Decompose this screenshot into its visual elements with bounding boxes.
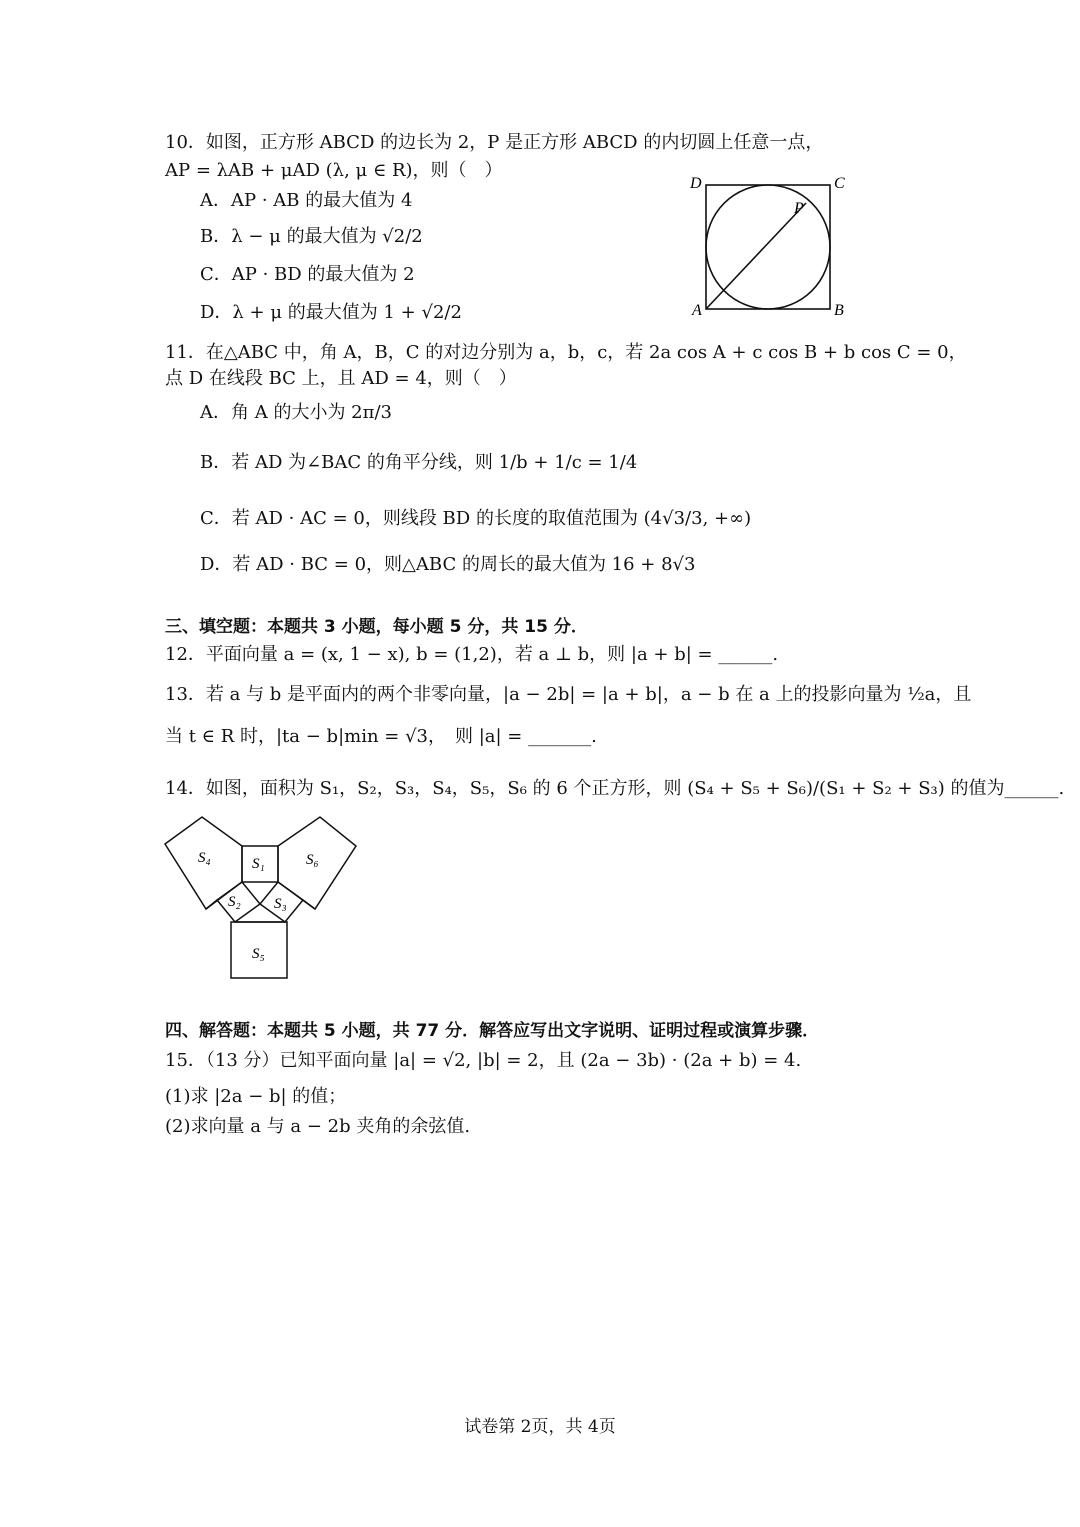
q13-line2: 当 t ∈ R 时，|ta − b|min = √3， 则 |a| = _______. xyxy=(165,726,597,747)
q11-stem: 11．在△ABC 中，角 A，B，C 的对边分别为 a，b，c，若 2a cos A + c cos B + b cos C = 0， xyxy=(165,342,967,363)
label-d: D xyxy=(690,175,702,192)
section3-title: 三、填空题：本题共 3 小题，每小题 5 分，共 15 分． xyxy=(165,617,588,637)
q10-stem-line2: AP = λAB + μAD (λ, μ ∈ R)，则（ ） xyxy=(165,160,503,181)
page-footer: 试卷第 2页，共 4页 xyxy=(464,1417,616,1437)
connector-right xyxy=(303,900,315,909)
label-s5: S₅ xyxy=(252,946,265,962)
q15-part1: (1)求 |2a − b| 的值； xyxy=(165,1086,347,1107)
label-s6: S₆ xyxy=(306,852,319,868)
q10-option-c: C．AP · BD 的最大值为 2 xyxy=(200,264,415,285)
label-p: P xyxy=(794,200,804,217)
q15-part2: (2)求向量 a 与 a − 2b 夹角的余弦值. xyxy=(165,1116,471,1137)
q13-line1: 13．若 a 与 b 是平面内的两个非零向量，|a − 2b| = |a + b|，a − b 在 a 上的投影向量为 ½a，且 xyxy=(165,684,972,705)
q14: 14．如图，面积为 S₁，S₂，S₃，S₄，S₅，S₆ 的 6 个正方形，则 (S₄ + S₅ + S₆)/(S₁ + S₂ + S₃) 的值为______. xyxy=(165,778,1065,799)
label-s2: S₂ xyxy=(228,894,241,910)
label-s4: S₄ xyxy=(198,850,211,866)
q11-stem-line2: 点 D 在线段 BC 上，且 AD = 4，则（ ） xyxy=(165,368,517,389)
label-a: A xyxy=(692,302,702,318)
q11-option-b: B．若 AD 为∠BAC 的角平分线，则 1/b + 1/c = 1/4 xyxy=(200,452,638,473)
q10-square-figure xyxy=(680,168,860,318)
q10-option-d: D．λ + μ 的最大值为 1 + √2/2 xyxy=(200,302,462,323)
q10-stem: 10．如图，正方形 ABCD 的边长为 2，P 是正方形 ABCD 的内切圆上任意一点， xyxy=(165,132,824,153)
q10-option-a: A．AP · AB 的最大值为 4 xyxy=(200,190,413,211)
q15-stem: 15．（13 分）已知平面向量 |a| = √2, |b| = 2，且 (2a − 3b) · (2a + b) = 4. xyxy=(165,1050,802,1071)
label-s1: S₁ xyxy=(252,856,265,872)
q11-option-c: C．若 AD · AC = 0，则线段 BD 的长度的取值范围为 (4√3/3, +∞) xyxy=(200,508,752,529)
connector-left xyxy=(206,900,217,909)
segment-ap xyxy=(706,203,806,309)
label-s3: S₃ xyxy=(274,896,287,912)
q14-squares-figure xyxy=(160,812,365,984)
q12: 12．平面向量 a = (x, 1 − x), b = (1,2)，若 a ⊥ b，则 |a + b| = ______. xyxy=(165,644,779,665)
section4-title: 四、解答题：本题共 5 小题，共 77 分．解答应写出文字说明、证明过程或演算步骤． xyxy=(165,1021,820,1041)
q11-option-a: A．角 A 的大小为 2π/3 xyxy=(200,402,392,423)
label-b: B xyxy=(834,302,844,318)
q11-option-d: D．若 AD · BC = 0，则△ABC 的周长的最大值为 16 + 8√3 xyxy=(200,554,696,575)
q10-option-b: B．λ − μ 的最大值为 √2/2 xyxy=(200,226,423,247)
label-c: C xyxy=(834,175,845,192)
